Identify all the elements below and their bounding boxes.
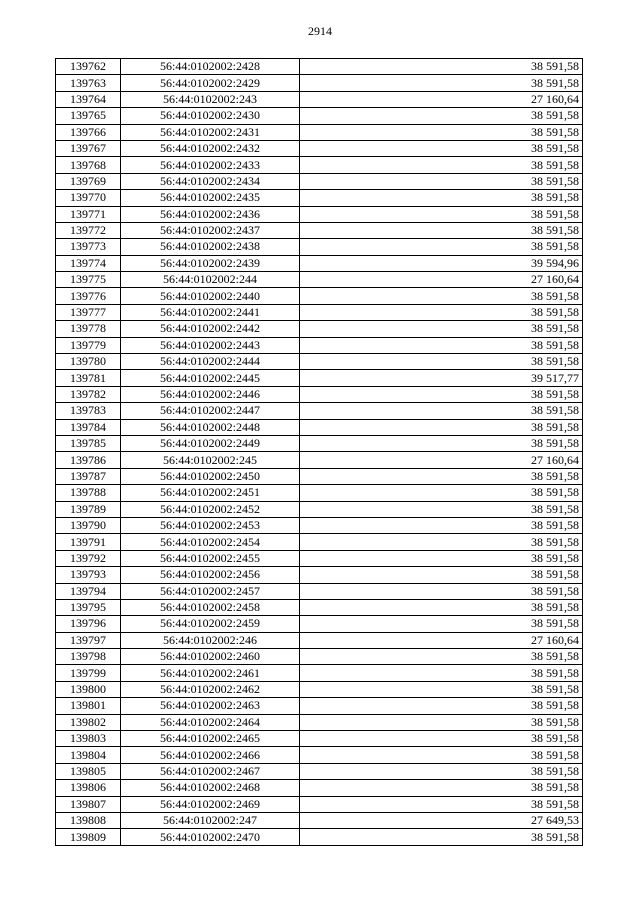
value-cell: 38 591,58 <box>300 206 583 222</box>
cadastral-number-cell: 56:44:0102002:2468 <box>121 780 300 796</box>
row-number-cell: 139766 <box>56 124 121 140</box>
cadastral-number-cell: 56:44:0102002:2432 <box>121 140 300 156</box>
row-number-cell: 139808 <box>56 812 121 828</box>
cadastral-number-cell: 56:44:0102002:2451 <box>121 485 300 501</box>
row-number-cell: 139795 <box>56 599 121 615</box>
table-row <box>56 665 583 681</box>
value-cell: 27 160,64 <box>300 632 583 648</box>
table-row <box>56 403 583 419</box>
cadastral-number-cell: 56:44:0102002:2448 <box>121 419 300 435</box>
value-cell: 38 591,58 <box>300 763 583 779</box>
value-cell: 38 591,58 <box>300 386 583 402</box>
value-cell: 38 591,58 <box>300 173 583 189</box>
table-row <box>56 272 583 288</box>
table-row <box>56 239 583 255</box>
cadastral-number-cell: 56:44:0102002:2441 <box>121 304 300 320</box>
row-number-cell: 139771 <box>56 206 121 222</box>
value-cell: 39 517,77 <box>300 370 583 386</box>
value-cell: 38 591,58 <box>300 517 583 533</box>
cadastral-number-cell: 56:44:0102002:2436 <box>121 206 300 222</box>
table-row <box>56 75 583 91</box>
row-number-cell: 139804 <box>56 747 121 763</box>
cadastral-number-cell: 56:44:0102002:2442 <box>121 321 300 337</box>
row-number-cell: 139785 <box>56 435 121 451</box>
table-row <box>56 386 583 402</box>
row-number-cell: 139774 <box>56 255 121 271</box>
cadastral-number-cell: 56:44:0102002:246 <box>121 632 300 648</box>
cadastral-number-cell: 56:44:0102002:2445 <box>121 370 300 386</box>
row-number-cell: 139783 <box>56 403 121 419</box>
registry-table-body <box>56 59 583 846</box>
value-cell: 38 591,58 <box>300 304 583 320</box>
cadastral-number-cell: 56:44:0102002:2428 <box>121 59 300 75</box>
row-number-cell: 139803 <box>56 731 121 747</box>
table-row <box>56 419 583 435</box>
row-number-cell: 139809 <box>56 829 121 845</box>
value-cell: 38 591,58 <box>300 796 583 812</box>
cadastral-number-cell: 56:44:0102002:2444 <box>121 354 300 370</box>
value-cell: 38 591,58 <box>300 354 583 370</box>
cadastral-number-cell: 56:44:0102002:2452 <box>121 501 300 517</box>
row-number-cell: 139769 <box>56 173 121 189</box>
value-cell: 38 591,58 <box>300 599 583 615</box>
table-row <box>56 304 583 320</box>
value-cell: 38 591,58 <box>300 337 583 353</box>
table-row <box>56 435 583 451</box>
cadastral-number-cell: 56:44:0102002:2464 <box>121 714 300 730</box>
table-row <box>56 747 583 763</box>
row-number-cell: 139764 <box>56 91 121 107</box>
cadastral-number-cell: 56:44:0102002:2434 <box>121 173 300 189</box>
value-cell: 38 591,58 <box>300 190 583 206</box>
value-cell: 38 591,58 <box>300 698 583 714</box>
value-cell: 38 591,58 <box>300 108 583 124</box>
table-row <box>56 321 583 337</box>
table-row <box>56 550 583 566</box>
cadastral-number-cell: 56:44:0102002:2438 <box>121 239 300 255</box>
value-cell: 27 160,64 <box>300 272 583 288</box>
cadastral-number-cell: 56:44:0102002:243 <box>121 91 300 107</box>
table-row <box>56 567 583 583</box>
row-number-cell: 139770 <box>56 190 121 206</box>
row-number-cell: 139802 <box>56 714 121 730</box>
value-cell: 38 591,58 <box>300 222 583 238</box>
table-row <box>56 452 583 468</box>
cadastral-number-cell: 56:44:0102002:2466 <box>121 747 300 763</box>
cadastral-number-cell: 56:44:0102002:2469 <box>121 796 300 812</box>
value-cell: 38 591,58 <box>300 468 583 484</box>
row-number-cell: 139789 <box>56 501 121 517</box>
cadastral-number-cell: 56:44:0102002:2430 <box>121 108 300 124</box>
row-number-cell: 139778 <box>56 321 121 337</box>
cadastral-number-cell: 56:44:0102002:2433 <box>121 157 300 173</box>
cadastral-number-cell: 56:44:0102002:2437 <box>121 222 300 238</box>
value-cell: 38 591,58 <box>300 780 583 796</box>
row-number-cell: 139794 <box>56 583 121 599</box>
value-cell: 38 591,58 <box>300 665 583 681</box>
table-row <box>56 599 583 615</box>
value-cell: 38 591,58 <box>300 157 583 173</box>
cadastral-number-cell: 56:44:0102002:2447 <box>121 403 300 419</box>
row-number-cell: 139775 <box>56 272 121 288</box>
cadastral-number-cell: 56:44:0102002:2456 <box>121 567 300 583</box>
value-cell: 38 591,58 <box>300 534 583 550</box>
cadastral-number-cell: 56:44:0102002:2457 <box>121 583 300 599</box>
table-row <box>56 206 583 222</box>
table-row <box>56 649 583 665</box>
cadastral-number-cell: 56:44:0102002:2461 <box>121 665 300 681</box>
value-cell: 39 594,96 <box>300 255 583 271</box>
value-cell: 38 591,58 <box>300 550 583 566</box>
value-cell: 38 591,58 <box>300 288 583 304</box>
table-row <box>56 222 583 238</box>
cadastral-number-cell: 56:44:0102002:2435 <box>121 190 300 206</box>
value-cell: 38 591,58 <box>300 321 583 337</box>
cadastral-number-cell: 56:44:0102002:2455 <box>121 550 300 566</box>
table-row <box>56 534 583 550</box>
row-number-cell: 139765 <box>56 108 121 124</box>
row-number-cell: 139776 <box>56 288 121 304</box>
table-row <box>56 337 583 353</box>
cadastral-number-cell: 56:44:0102002:2463 <box>121 698 300 714</box>
value-cell: 38 591,58 <box>300 649 583 665</box>
cadastral-number-cell: 56:44:0102002:2462 <box>121 681 300 697</box>
table-row <box>56 124 583 140</box>
value-cell: 38 591,58 <box>300 75 583 91</box>
cadastral-number-cell: 56:44:0102002:247 <box>121 812 300 828</box>
cadastral-number-cell: 56:44:0102002:2459 <box>121 616 300 632</box>
value-cell: 38 591,58 <box>300 59 583 75</box>
table-row <box>56 829 583 845</box>
cadastral-number-cell: 56:44:0102002:2453 <box>121 517 300 533</box>
cadastral-number-cell: 56:44:0102002:244 <box>121 272 300 288</box>
value-cell: 38 591,58 <box>300 747 583 763</box>
table-row <box>56 780 583 796</box>
value-cell: 27 160,64 <box>300 91 583 107</box>
table-row <box>56 370 583 386</box>
value-cell: 38 591,58 <box>300 501 583 517</box>
table-row <box>56 763 583 779</box>
row-number-cell: 139773 <box>56 239 121 255</box>
table-row <box>56 616 583 632</box>
cadastral-number-cell: 56:44:0102002:2454 <box>121 534 300 550</box>
row-number-cell: 139787 <box>56 468 121 484</box>
registry-table <box>55 58 583 846</box>
cadastral-number-cell: 56:44:0102002:2439 <box>121 255 300 271</box>
value-cell: 38 591,58 <box>300 681 583 697</box>
table-row <box>56 681 583 697</box>
cadastral-number-cell: 56:44:0102002:2446 <box>121 386 300 402</box>
value-cell: 38 591,58 <box>300 435 583 451</box>
value-cell: 27 160,64 <box>300 452 583 468</box>
cadastral-number-cell: 56:44:0102002:2470 <box>121 829 300 845</box>
value-cell: 38 591,58 <box>300 731 583 747</box>
cadastral-number-cell: 56:44:0102002:2450 <box>121 468 300 484</box>
row-number-cell: 139767 <box>56 140 121 156</box>
table-row <box>56 190 583 206</box>
row-number-cell: 139793 <box>56 567 121 583</box>
cadastral-number-cell: 56:44:0102002:2449 <box>121 435 300 451</box>
cadastral-number-cell: 56:44:0102002:2431 <box>121 124 300 140</box>
cadastral-number-cell: 56:44:0102002:2467 <box>121 763 300 779</box>
row-number-cell: 139790 <box>56 517 121 533</box>
table-row <box>56 140 583 156</box>
table-row <box>56 517 583 533</box>
table-row <box>56 255 583 271</box>
row-number-cell: 139797 <box>56 632 121 648</box>
table-row <box>56 354 583 370</box>
row-number-cell: 139781 <box>56 370 121 386</box>
value-cell: 38 591,58 <box>300 567 583 583</box>
row-number-cell: 139784 <box>56 419 121 435</box>
row-number-cell: 139807 <box>56 796 121 812</box>
table-row <box>56 714 583 730</box>
table-row <box>56 59 583 75</box>
value-cell: 38 591,58 <box>300 124 583 140</box>
row-number-cell: 139779 <box>56 337 121 353</box>
cadastral-number-cell: 56:44:0102002:2465 <box>121 731 300 747</box>
value-cell: 38 591,58 <box>300 829 583 845</box>
value-cell: 38 591,58 <box>300 714 583 730</box>
table-row <box>56 157 583 173</box>
row-number-cell: 139805 <box>56 763 121 779</box>
row-number-cell: 139798 <box>56 649 121 665</box>
row-number-cell: 139772 <box>56 222 121 238</box>
row-number-cell: 139768 <box>56 157 121 173</box>
table-row <box>56 698 583 714</box>
row-number-cell: 139777 <box>56 304 121 320</box>
row-number-cell: 139799 <box>56 665 121 681</box>
row-number-cell: 139806 <box>56 780 121 796</box>
value-cell: 38 591,58 <box>300 616 583 632</box>
value-cell: 27 649,53 <box>300 812 583 828</box>
table-row <box>56 796 583 812</box>
row-number-cell: 139796 <box>56 616 121 632</box>
value-cell: 38 591,58 <box>300 583 583 599</box>
row-number-cell: 139762 <box>56 59 121 75</box>
value-cell: 38 591,58 <box>300 403 583 419</box>
cadastral-number-cell: 56:44:0102002:245 <box>121 452 300 468</box>
cadastral-number-cell: 56:44:0102002:2458 <box>121 599 300 615</box>
row-number-cell: 139800 <box>56 681 121 697</box>
row-number-cell: 139763 <box>56 75 121 91</box>
cadastral-number-cell: 56:44:0102002:2460 <box>121 649 300 665</box>
table-row <box>56 173 583 189</box>
cadastral-number-cell: 56:44:0102002:2440 <box>121 288 300 304</box>
value-cell: 38 591,58 <box>300 239 583 255</box>
table-row <box>56 812 583 828</box>
row-number-cell: 139788 <box>56 485 121 501</box>
table-row <box>56 485 583 501</box>
table-row <box>56 108 583 124</box>
table-row <box>56 501 583 517</box>
table-row <box>56 583 583 599</box>
table-row <box>56 91 583 107</box>
table-row <box>56 468 583 484</box>
table-row <box>56 288 583 304</box>
cadastral-number-cell: 56:44:0102002:2429 <box>121 75 300 91</box>
value-cell: 38 591,58 <box>300 419 583 435</box>
row-number-cell: 139782 <box>56 386 121 402</box>
row-number-cell: 139791 <box>56 534 121 550</box>
value-cell: 38 591,58 <box>300 485 583 501</box>
row-number-cell: 139801 <box>56 698 121 714</box>
row-number-cell: 139792 <box>56 550 121 566</box>
row-number-cell: 139780 <box>56 354 121 370</box>
cadastral-number-cell: 56:44:0102002:2443 <box>121 337 300 353</box>
table-row <box>56 731 583 747</box>
row-number-cell: 139786 <box>56 452 121 468</box>
page-number: 2914 <box>308 24 332 38</box>
value-cell: 38 591,58 <box>300 140 583 156</box>
table-row <box>56 632 583 648</box>
